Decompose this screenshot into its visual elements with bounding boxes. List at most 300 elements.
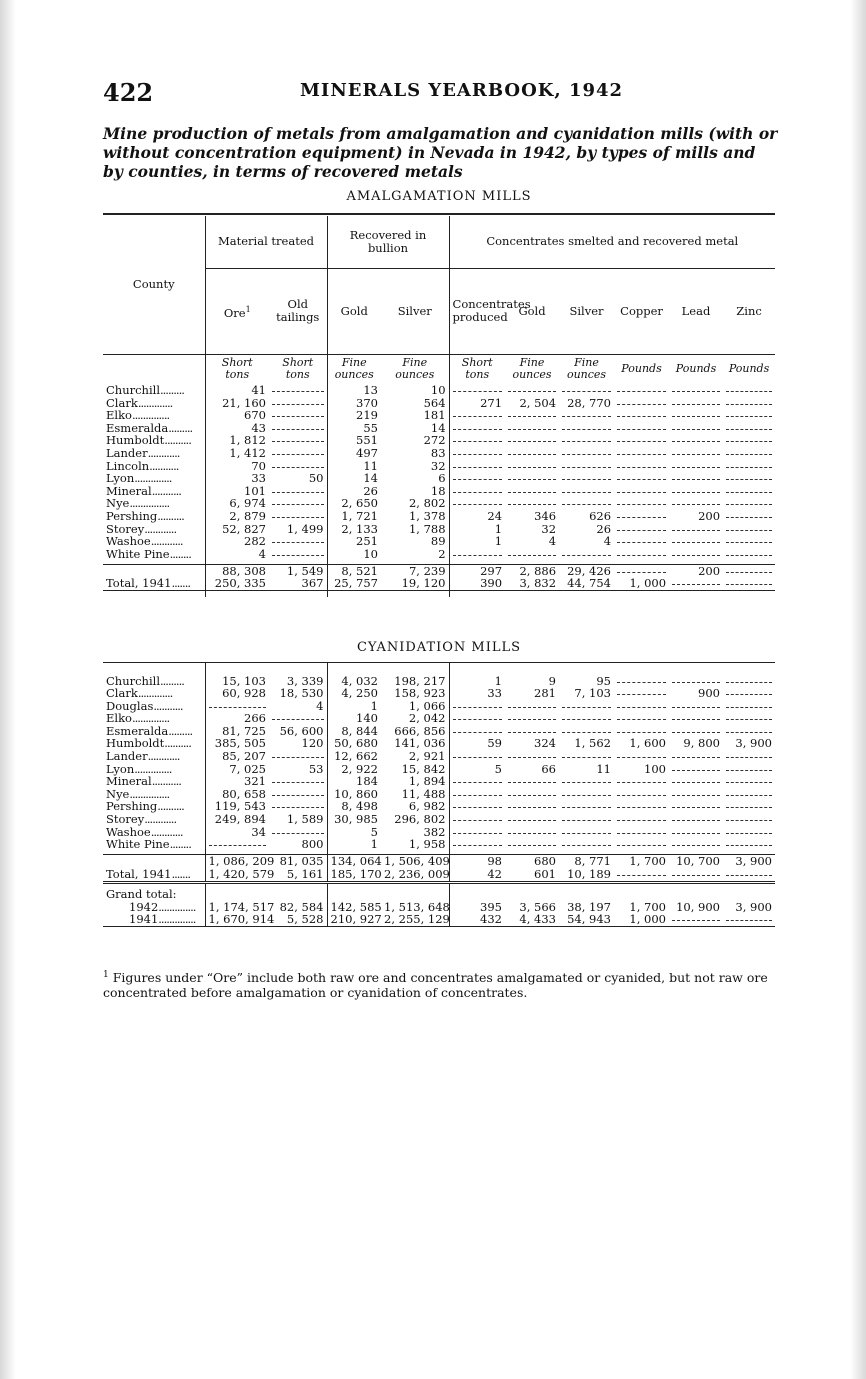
unit-label: Short tons — [282, 356, 314, 382]
table-cell — [449, 700, 505, 713]
table-cell: 38, 197 — [567, 899, 611, 914]
table-cell — [669, 485, 723, 498]
table-row — [103, 712, 775, 725]
table-cell — [559, 775, 614, 788]
table-cell — [723, 397, 775, 410]
table-cell — [723, 700, 775, 713]
table-cell: 14 — [430, 420, 446, 435]
table-cell: 81, 035 — [279, 854, 324, 869]
table-cell — [614, 775, 669, 788]
table-cell: 3, 339 — [286, 673, 324, 688]
table-cell: 4, 032 — [327, 675, 381, 688]
table-cell: 14 — [327, 472, 381, 485]
table-cell: 1 — [327, 700, 381, 713]
table-cell — [723, 838, 775, 851]
table-cell — [559, 384, 614, 397]
table-cell: 666, 856 — [394, 723, 446, 738]
table-cell — [669, 548, 723, 561]
table-cell: 219 — [327, 409, 381, 422]
table-cell — [505, 826, 559, 839]
county-name: 1941.............. — [129, 912, 196, 927]
table-cell — [449, 485, 505, 498]
table-cell: 8, 844 — [327, 725, 381, 738]
table-cell: 184 — [327, 775, 381, 788]
table-cell — [449, 434, 505, 447]
county-name: Washoe............ — [106, 824, 183, 839]
county-name: Pershing.......... — [106, 799, 184, 814]
table-cell: 670 — [205, 409, 269, 422]
grand-total-label-row — [103, 888, 775, 901]
table-cell: 266 — [205, 712, 269, 725]
table-cell: 1, 600 — [629, 736, 666, 751]
table-cell: 1, 958 — [408, 837, 446, 852]
table-cell: 1, 174, 517 — [205, 901, 269, 914]
table-cell: 1, 086, 209 — [205, 855, 269, 868]
table-cell: 11 — [596, 761, 611, 776]
table-cell: 10, 900 — [676, 899, 720, 914]
table-cell: 88, 308 — [205, 564, 269, 577]
table-cell — [723, 577, 775, 590]
table-cell: 6, 974 — [205, 497, 269, 510]
concentrates-header: Concentrates smelted and recovered metal — [449, 216, 775, 268]
table-cell — [723, 750, 775, 763]
table-cell — [723, 826, 775, 839]
scan-edge-right — [850, 0, 866, 1379]
table-cell: 4, 250 — [327, 687, 381, 700]
table-cell: 28, 770 — [567, 395, 612, 410]
footnote: $^1$ Figures under “Ore” include both raw ore and concentrates amalgamated or cyanided, but not raw ore concentrated before amalgamation or cyanidation of concentrates. — [103, 970, 768, 1001]
table-cell — [669, 700, 723, 713]
county-name: Lyon.............. — [106, 471, 172, 486]
table-cell: 1, 700 — [629, 854, 666, 869]
table-cell: 12, 662 — [327, 750, 381, 763]
table-cell — [669, 712, 723, 725]
table-cell — [669, 535, 723, 548]
table-cell: 10, 700 — [676, 854, 720, 869]
table-cell — [614, 868, 669, 882]
table-cell — [669, 750, 723, 763]
table-cell: 432 — [449, 913, 505, 926]
table-cell: 11, 488 — [401, 786, 446, 801]
unit-label: Short tons — [449, 354, 505, 384]
table-cell — [614, 434, 669, 447]
table-cell: 11 — [327, 460, 381, 473]
table-cell — [559, 447, 614, 460]
zinc-header: Zinc — [736, 303, 762, 318]
table-cell: 34 — [205, 826, 269, 839]
table-cell: 10, 189 — [567, 866, 611, 881]
table-cell: 7, 239 — [408, 563, 446, 578]
conc-gold-header: Gold — [518, 303, 546, 318]
table-cell: 8, 771 — [574, 854, 611, 869]
county-name: Total, 1941....... — [106, 576, 191, 591]
table-row — [103, 750, 775, 763]
table-cell: 297 — [449, 564, 505, 577]
county-name: Storey............ — [106, 521, 177, 536]
table-cell — [559, 788, 614, 801]
table-cell: 181 — [423, 408, 446, 423]
table-cell — [505, 712, 559, 725]
table-cell — [614, 838, 669, 851]
table-cell — [669, 775, 723, 788]
table-cell: 497 — [327, 447, 381, 460]
table-cell: 158, 923 — [394, 686, 446, 701]
table-cell: 10 — [430, 383, 446, 397]
table-cell — [269, 548, 327, 561]
table-cell — [614, 788, 669, 801]
table-cell: 1, 412 — [205, 447, 269, 460]
table-cell — [449, 447, 505, 460]
table-cell — [723, 523, 775, 536]
table-row — [103, 548, 775, 561]
table-cell — [723, 485, 775, 498]
table-cell: 8, 521 — [327, 564, 381, 577]
unit-label: Fine ounces — [512, 356, 552, 382]
table-cell: 6, 982 — [408, 799, 446, 814]
table-cell: 1, 562 — [574, 736, 611, 751]
table-cell — [449, 422, 505, 435]
table-cell — [269, 397, 327, 410]
table-cell — [559, 409, 614, 422]
unit-label: Pounds — [675, 362, 717, 376]
table-cell: 43 — [205, 422, 269, 435]
county-name: Humboldt.......... — [106, 433, 191, 448]
table-cell: 60, 928 — [205, 687, 269, 700]
county-name: Douglas........... — [106, 698, 183, 713]
table-cell: 2 — [438, 546, 446, 561]
table-cell: 1, 420, 579 — [205, 868, 269, 882]
county-name: Lander............ — [106, 445, 180, 460]
table-cell: 1 — [449, 535, 505, 548]
table-cell — [669, 384, 723, 397]
unit-label: Short tons — [205, 354, 269, 384]
table-cell: 3, 900 — [735, 899, 772, 914]
table-cell: 98 — [449, 855, 505, 868]
table-cell — [723, 687, 775, 700]
table-caption: Mine production of metals from amalgamation and cyanidation mills (with or without concentration equipment) in Nevada in 1942, by types of mills and by counties, in terms of recovered metals — [103, 124, 778, 181]
table-cell: 15, 842 — [401, 761, 446, 776]
table-cell — [449, 460, 505, 473]
table-cell — [559, 548, 614, 561]
table-cell: 15, 103 — [205, 675, 269, 688]
table-cell — [614, 409, 669, 422]
table-cell: 1 — [449, 675, 505, 688]
table-cell: 1, 000 — [629, 576, 667, 591]
table-cell — [505, 813, 559, 826]
table-cell: 1, 894 — [408, 774, 446, 789]
table-cell: 13 — [327, 384, 381, 397]
ore-header: Ore$^1$ — [205, 268, 269, 354]
table-cell — [723, 535, 775, 548]
table-cell: 1, 788 — [408, 521, 446, 536]
table-cell — [269, 447, 327, 460]
table-cell — [614, 826, 669, 839]
table-cell: 210, 927 — [327, 913, 381, 926]
table-cell: 89 — [430, 534, 446, 549]
table-cell: 33 — [205, 472, 269, 485]
table-cell: 81, 725 — [205, 725, 269, 738]
table-cell: 32 — [430, 458, 446, 473]
table-cell — [614, 700, 669, 713]
county-name: Humboldt.......... — [106, 736, 191, 751]
table-cell: 1 — [327, 838, 381, 851]
material-treated-header: Material treated — [205, 216, 327, 268]
row-spacer — [103, 663, 775, 675]
table-cell — [505, 800, 559, 813]
table-cell — [449, 409, 505, 422]
table-cell: 2, 650 — [327, 497, 381, 510]
county-name: Elko.............. — [106, 408, 170, 423]
table-cell — [505, 460, 559, 473]
county-name: Clark............. — [106, 395, 173, 410]
table-cell: 1, 700 — [629, 899, 666, 914]
table-cell: 271 — [449, 397, 505, 410]
table-cell — [669, 472, 723, 485]
table-cell: 83 — [430, 445, 446, 460]
table-cell — [614, 384, 669, 397]
table-cell — [614, 712, 669, 725]
county-name: Total, 1941....... — [106, 866, 191, 881]
table-cell — [505, 788, 559, 801]
table-cell — [559, 826, 614, 839]
table-cell — [723, 763, 775, 776]
table-cell — [269, 775, 327, 788]
table-cell — [723, 775, 775, 788]
county-name: Pershing.......... — [106, 508, 184, 523]
table-cell — [669, 813, 723, 826]
recovered-bullion-header: Recovered in bullion — [327, 216, 449, 268]
table-cell: 41 — [205, 384, 269, 397]
table-cell: 5, 161 — [286, 866, 324, 881]
table-row — [103, 838, 775, 851]
table-cell: 367 — [301, 576, 324, 591]
table-row — [103, 775, 775, 788]
table-cell — [559, 712, 614, 725]
table-cell — [723, 460, 775, 473]
table-row — [103, 687, 775, 700]
gold-header: Gold — [327, 268, 381, 354]
table-cell — [559, 700, 614, 713]
table-cell: 66 — [541, 761, 556, 776]
table-cell — [559, 750, 614, 763]
table-cell: 30, 985 — [327, 813, 381, 826]
table-cell: 1 — [449, 523, 505, 536]
silver-header: Silver — [397, 303, 432, 318]
table-cell: 50, 680 — [327, 737, 381, 750]
table-cell: 395 — [449, 901, 505, 914]
table-cell — [669, 826, 723, 839]
table-cell: 1, 378 — [408, 508, 446, 523]
table-cell: 346 — [534, 508, 557, 523]
table-cell: 1, 513, 648 — [384, 899, 450, 914]
table-cell — [269, 384, 327, 397]
table-cell: 5 — [327, 826, 381, 839]
table-cell: 3, 832 — [519, 576, 557, 591]
table-cell — [723, 548, 775, 561]
table-cell — [505, 434, 559, 447]
table-cell — [723, 409, 775, 422]
table-cell: 4 — [548, 534, 557, 549]
old-tailings-header: Old tailings — [276, 297, 320, 324]
table-cell — [614, 535, 669, 548]
county-name: Washoe............ — [106, 534, 183, 549]
table-cell — [614, 472, 669, 485]
table-cell: 900 — [698, 686, 720, 701]
table-cell — [669, 422, 723, 435]
table-cell: 601 — [534, 866, 556, 881]
table-cell — [723, 564, 775, 577]
table-cell: 52, 827 — [205, 523, 269, 536]
table-cell: 29, 426 — [567, 563, 612, 578]
scan-edge-left — [0, 0, 16, 1379]
table-cell: 324 — [534, 736, 556, 751]
table-cell: 4, 433 — [519, 912, 556, 927]
table-cell: 85, 207 — [205, 750, 269, 763]
county-name: Nye............... — [106, 786, 170, 801]
lead-header: Lead — [681, 303, 711, 318]
table-cell: 19, 120 — [401, 576, 446, 591]
table-cell: 321 — [205, 775, 269, 788]
table-cell — [449, 384, 505, 397]
table-cell — [723, 510, 775, 523]
table-cell: 44, 754 — [567, 576, 612, 591]
table-cell: 626 — [589, 508, 612, 523]
page-header — [103, 78, 775, 110]
table-cell: 2, 921 — [408, 749, 446, 764]
table-cell — [505, 409, 559, 422]
table-cell — [269, 510, 327, 523]
table-cell — [269, 485, 327, 498]
table-cell: 281 — [534, 686, 556, 701]
table-cell: 134, 064 — [327, 855, 381, 868]
table-cell: 101 — [205, 485, 269, 498]
table-cell — [669, 838, 723, 851]
table-cell — [614, 687, 669, 700]
table-cell: 18 — [430, 483, 446, 498]
table-cell — [614, 510, 669, 523]
table-cell — [269, 788, 327, 801]
table-cell — [723, 472, 775, 485]
table-cell: 680 — [534, 854, 556, 869]
table-cell — [449, 775, 505, 788]
table-cell — [669, 460, 723, 473]
table-cell — [723, 800, 775, 813]
table-row — [103, 447, 775, 460]
table-cell: 50 — [308, 471, 324, 486]
table-cell: 564 — [423, 395, 446, 410]
table-cell: 296, 802 — [394, 812, 446, 827]
table-cell — [449, 548, 505, 561]
table-cell — [669, 577, 723, 590]
table-cell: 80, 658 — [205, 788, 269, 801]
county-name: Lincoln........... — [106, 458, 179, 473]
table-cell — [449, 838, 505, 851]
county-name: White Pine........ — [106, 546, 191, 561]
table-cell — [669, 868, 723, 882]
table-cell — [559, 422, 614, 435]
table-cell — [269, 497, 327, 510]
table-cell — [669, 397, 723, 410]
table-cell: 7, 103 — [574, 686, 611, 701]
table-cell — [723, 497, 775, 510]
table-row — [103, 813, 775, 826]
table-cell — [559, 472, 614, 485]
table-cell — [723, 868, 775, 882]
table-cell: 53 — [308, 761, 324, 776]
table-cell — [723, 422, 775, 435]
table-cell — [669, 523, 723, 536]
table-cell: 1, 589 — [286, 812, 324, 827]
table-cell: 2, 802 — [408, 496, 446, 511]
county-name: Mineral........... — [106, 483, 181, 498]
table-cell: 9, 800 — [683, 736, 720, 751]
table-cell: 7, 025 — [205, 763, 269, 776]
table-cell: 1, 670, 914 — [205, 913, 269, 926]
table-cell — [559, 838, 614, 851]
table-cell — [614, 497, 669, 510]
table-cell — [723, 384, 775, 397]
table-cell — [723, 788, 775, 801]
amalgamation-title: AMALGAMATION MILLS — [346, 189, 532, 204]
table-cell: 59 — [449, 737, 505, 750]
table-cell — [669, 409, 723, 422]
table-cell: 185, 170 — [327, 868, 381, 882]
table-cell: 82, 584 — [279, 899, 324, 914]
table-cell — [559, 485, 614, 498]
county-name: Churchill......... — [106, 673, 184, 688]
table-cell — [449, 800, 505, 813]
county-name: Lyon.............. — [106, 761, 172, 776]
table-cell: 272 — [423, 433, 446, 448]
table-cell: 250, 335 — [205, 577, 269, 590]
table-cell — [614, 447, 669, 460]
table-cell: 3, 900 — [735, 736, 772, 751]
table-cell: 141, 036 — [394, 736, 446, 751]
table-cell: 370 — [327, 397, 381, 410]
table-cell: 1, 721 — [327, 510, 381, 523]
table-row — [103, 472, 775, 485]
table-cell: 5 — [449, 763, 505, 776]
total-1941-row — [103, 577, 775, 590]
table-cell: 32 — [541, 521, 557, 536]
county-name: Lander............ — [106, 749, 180, 764]
table-cell — [669, 913, 723, 926]
table-cell: 200 — [698, 563, 721, 578]
table-cell — [505, 472, 559, 485]
row-spacer — [103, 591, 775, 597]
table-cell: 4 — [205, 548, 269, 561]
table-cell: 120 — [301, 736, 324, 751]
table-cell — [614, 523, 669, 536]
table-cell — [505, 700, 559, 713]
total-1941-row — [103, 868, 775, 882]
table-row — [103, 510, 775, 523]
county-name: Storey............ — [106, 812, 177, 827]
table-cell: 100 — [644, 761, 666, 776]
table-cell: 18, 530 — [279, 686, 324, 701]
table-cell — [269, 434, 327, 447]
table-cell: 25, 757 — [327, 577, 381, 590]
table-cell: 95 — [596, 673, 611, 688]
table-cell: 2, 255, 129 — [384, 912, 450, 927]
table-row — [103, 409, 775, 422]
table-row — [103, 535, 775, 548]
cyanidation-title: CYANIDATION MILLS — [356, 640, 522, 655]
grand-total-1941-row — [103, 913, 775, 926]
table-cell — [614, 422, 669, 435]
table-cell — [269, 422, 327, 435]
county-header: County — [132, 277, 175, 292]
